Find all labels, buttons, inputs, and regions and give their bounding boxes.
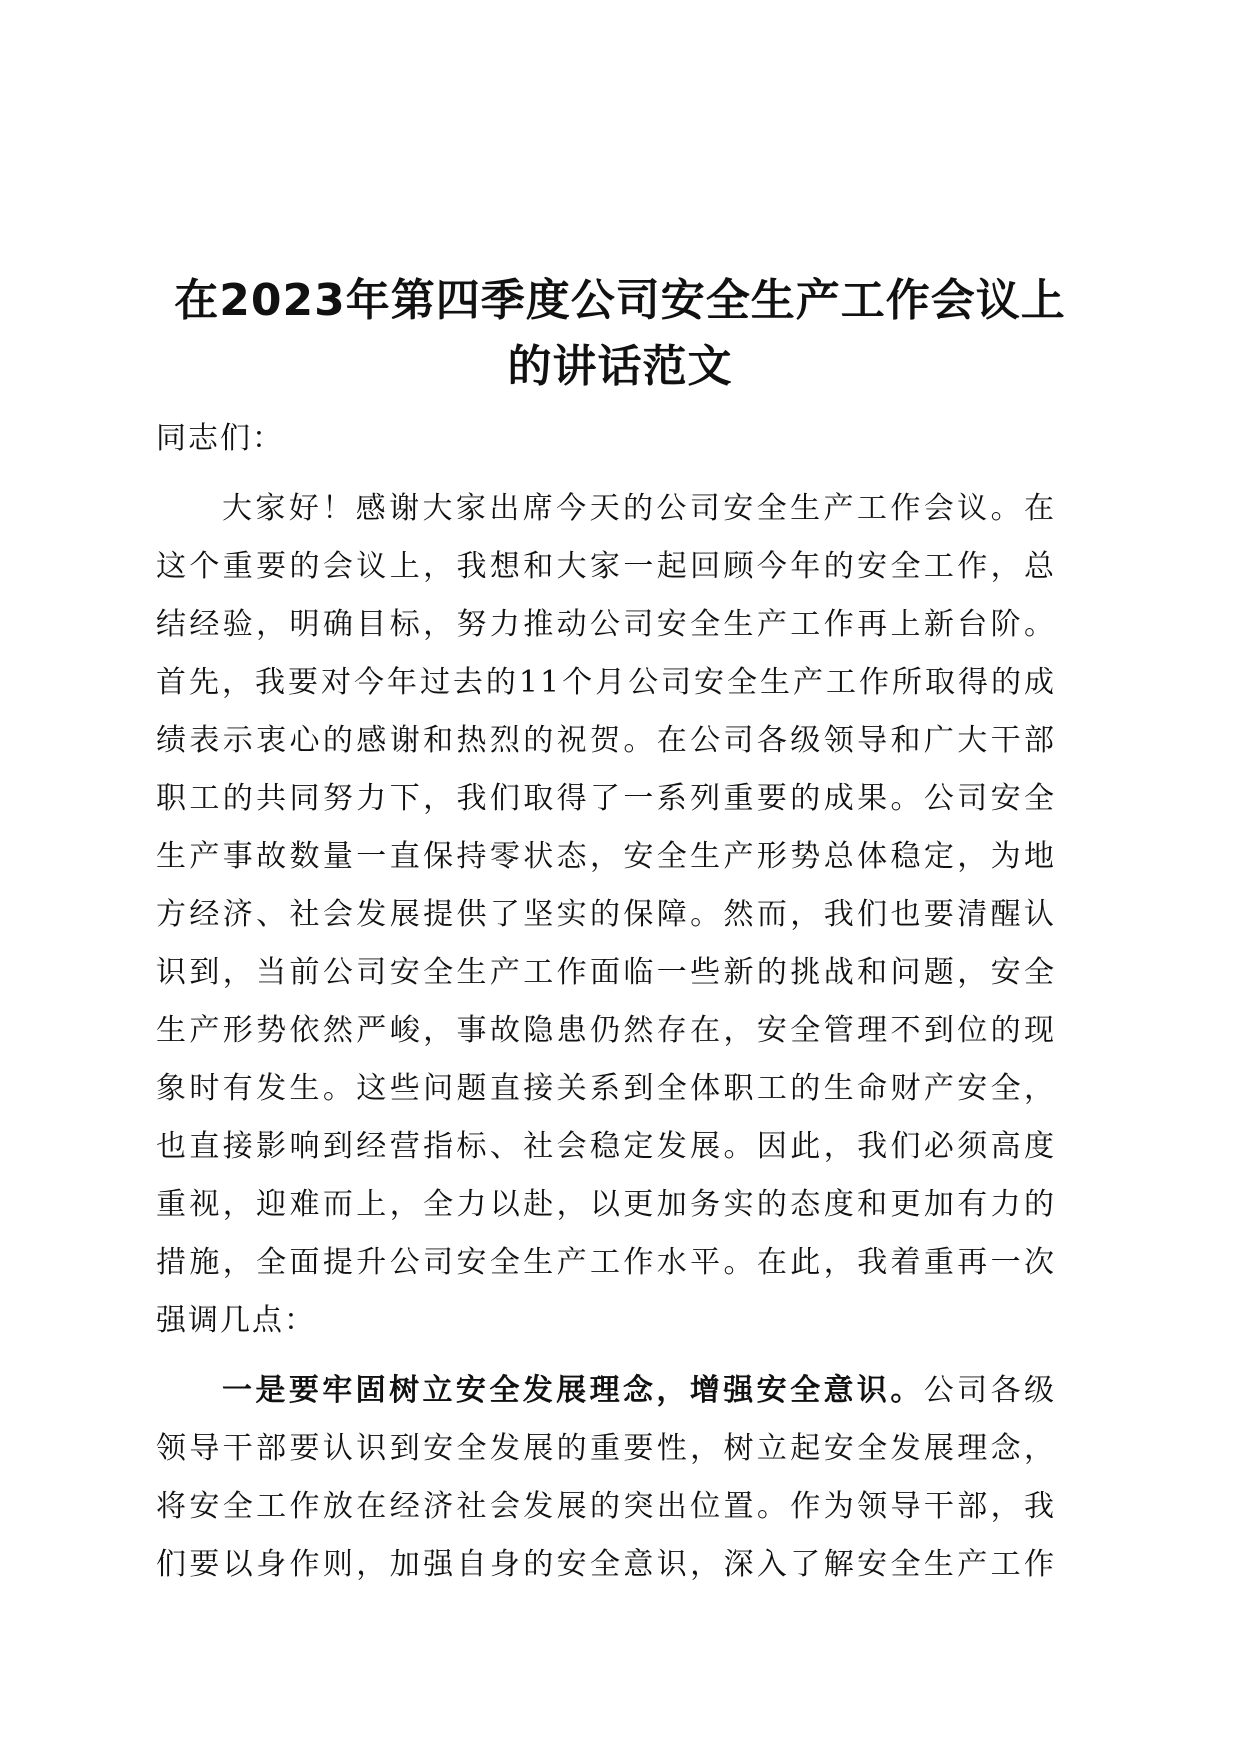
paragraph-line: 结经验，明确目标，努力推动公司安全生产工作再上新台阶。 (156, 607, 1056, 642)
greeting: 同志们： (156, 421, 284, 456)
point-1-first-line-rest: 公司各级 (923, 1373, 1057, 1408)
paragraph-line: 大家好！感谢大家出席今天的公司安全生产工作会议。在 (222, 491, 1056, 526)
title-line-2: 的讲话范文 (507, 341, 733, 392)
paragraph-point-1 (156, 1362, 1056, 1594)
paragraph-line: 识到，当前公司安全生产工作面临一些新的挑战和问题，安全 (156, 955, 1056, 990)
paragraph-line: 首先，我要对今年过去的11个月公司安全生产工作所取得的成 (156, 665, 1056, 700)
paragraph-line: 措施，全面提升公司安全生产工作水平。在此，我着重再一次 (156, 1245, 1056, 1280)
paragraph-line: 重视，迎难而上，全力以赴，以更加务实的态度和更加有力的 (156, 1187, 1056, 1222)
paragraph-line: 生产事故数量一直保持零状态，安全生产形势总体稳定，为地 (156, 839, 1056, 874)
paragraph-line: 职工的共同努力下，我们取得了一系列重要的成果。公司安全 (156, 781, 1056, 816)
paragraph-line: 方经济、社会发展提供了坚实的保障。然而，我们也要清醒认 (156, 897, 1056, 932)
title-line-1: 在2023年第四季度公司安全生产工作会议上 (174, 275, 1066, 326)
paragraph-line: 生产形势依然严峻，事故隐患仍然存在，安全管理不到位的现 (156, 1013, 1056, 1048)
point-1-first-line (156, 1362, 1056, 1420)
paragraph-line: 们要以身作则，加强自身的安全意识，深入了解安全生产工作 (156, 1547, 1056, 1582)
paragraph-line: 象时有发生。这些问题直接关系到全体职工的生命财产安全， (156, 1071, 1056, 1106)
paragraph-line: 这个重要的会议上，我想和大家一起回顾今年的安全工作，总 (156, 549, 1056, 584)
document-title (150, 268, 1090, 400)
paragraph-1 (156, 480, 1056, 1350)
point-1-heading: 一是要牢固树立安全发展理念，增强安全意识。 (222, 1373, 924, 1408)
document-body (156, 410, 1056, 1594)
paragraph-line: 强调几点： (156, 1303, 316, 1338)
paragraph-line: 领导干部要认识到安全发展的重要性，树立起安全发展理念， (156, 1431, 1056, 1466)
paragraph-line: 也直接影响到经营指标、社会稳定发展。因此，我们必须高度 (156, 1129, 1056, 1164)
paragraph-line: 将安全工作放在经济社会发展的突出位置。作为领导干部，我 (156, 1489, 1056, 1524)
paragraph-line: 绩表示衷心的感谢和热烈的祝贺。在公司各级领导和广大干部 (156, 723, 1056, 758)
